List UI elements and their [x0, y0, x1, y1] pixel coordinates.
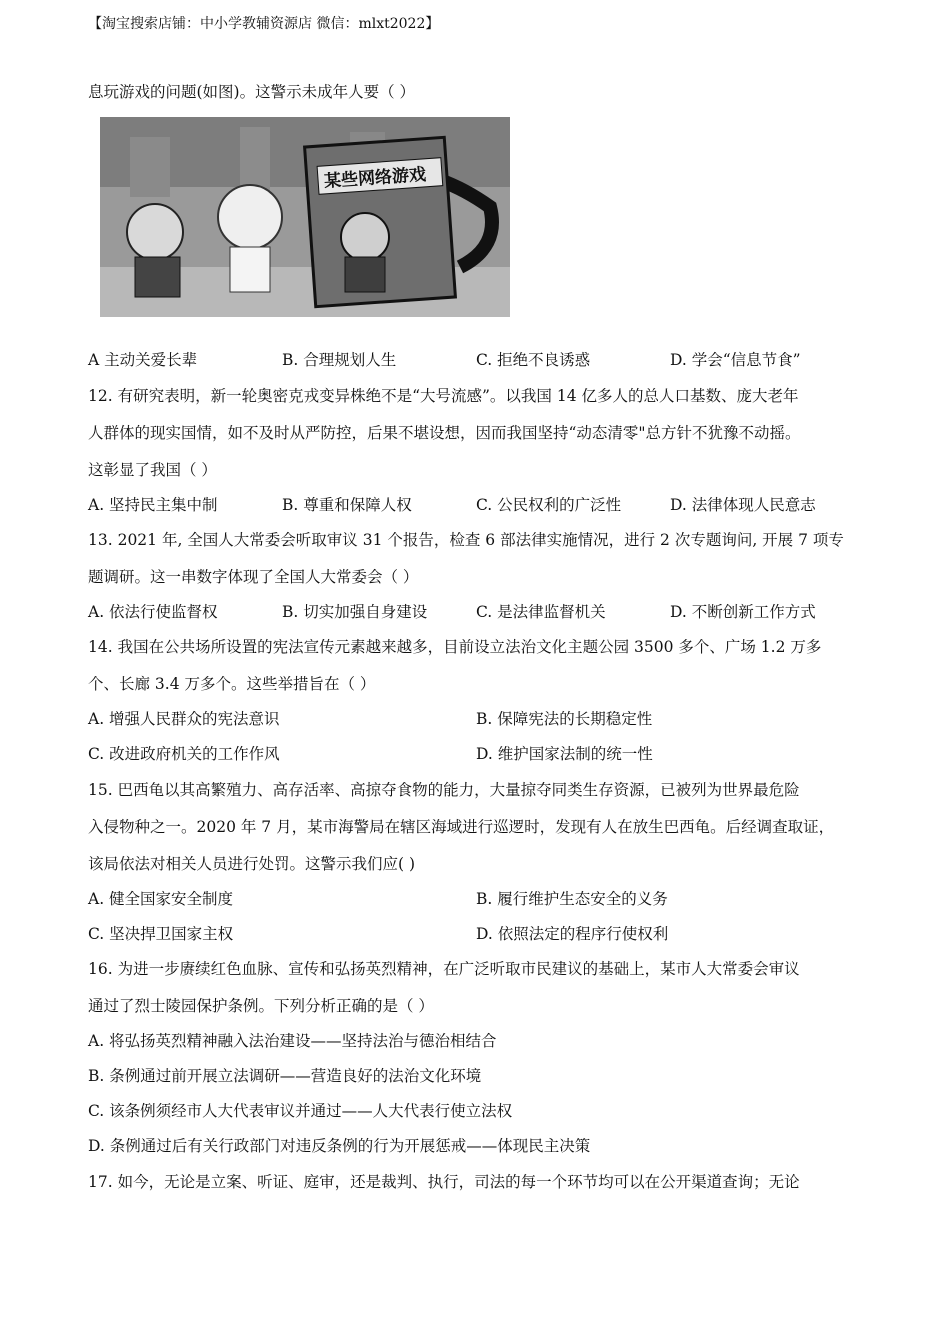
q16-line-1: 16. 为进一步赓续红色血脉、宣传和弘扬英烈精神，在广泛听取市民建议的基础上，某市人大常委会审议 [88, 960, 800, 978]
q17-line-1: 17. 如今，无论是立案、听证、庭审，还是裁判、执行，司法的每一个环节均可以在公开渠道查询；无论 [88, 1173, 800, 1191]
q16-option-a: A. 将弘扬英烈精神融入法治建设——坚持法治与德治相结合 [88, 1032, 497, 1050]
q13-option-b: B. 切实加强自身建设 [282, 603, 428, 621]
q15-option-c: C. 坚决捍卫国家主权 [88, 925, 234, 943]
q11-option-a: A 主动关爱长辈 [88, 351, 198, 369]
q15-option-d: D. 依照法定的程序行使权利 [476, 925, 669, 943]
q11-option-c: C. 拒绝不良诱惑 [476, 351, 591, 369]
q14-option-c: C. 改进政府机关的工作作风 [88, 745, 280, 763]
cartoon-figure [100, 117, 510, 317]
q15-line-3: 该局依法对相关人员进行处罚。这警示我们应( ) [88, 855, 416, 873]
q12-option-c: C. 公民权利的广泛性 [476, 496, 622, 514]
q15-option-a: A. 健全国家安全制度 [88, 890, 234, 908]
q13-line-1: 13. 2021 年, 全国人大常委会听取审议 31 个报告，检查 6 部法律实施情况，进行 2 次专题询问, 开展 7 项专 [88, 531, 844, 549]
q14-option-d: D. 维护国家法制的统一性 [476, 745, 653, 763]
q12-line-2: 人群体的现实国情，如不及时从严防控，后果不堪设想，因而我国坚持“动态清零"总方针不犹豫不动摇。 [88, 424, 801, 442]
q11-option-d: D. 学会“信息节食” [670, 351, 801, 369]
q13-option-c: C. 是法律监督机关 [476, 603, 606, 621]
q16-line-2: 通过了烈士陵园保护条例。下列分析正确的是（ ） [88, 997, 434, 1015]
q13-line-2: 题调研。这一串数字体现了全国人大常委会（ ） [88, 568, 419, 586]
q16-option-d: D. 条例通过后有关行政部门对违反条例的行为开展惩戒——体现民主决策 [88, 1137, 591, 1155]
q13-option-a: A. 依法行使监督权 [88, 603, 218, 621]
q14-line-2: 个、长廊 3.4 万多个。这些举措旨在（ ） [88, 675, 376, 693]
q14-line-1: 14. 我国在公共场所设置的宪法宣传元素越来越多，目前设立法治文化主题公园 3500 多个、广场 1.2 万多 [88, 638, 822, 656]
q15-option-b: B. 履行维护生态安全的义务 [476, 890, 668, 908]
q12-option-b: B. 尊重和保障人权 [282, 496, 412, 514]
q14-option-b: B. 保障宪法的长期稳定性 [476, 710, 653, 728]
q15-line-1: 15. 巴西龟以其高繁殖力、高存活率、高掠夺食物的能力，大量掠夺同类生存资源，已被列为世界最危险 [88, 781, 800, 799]
q12-option-d: D. 法律体现人民意志 [670, 496, 816, 514]
q11-option-b: B. 合理规划人生 [282, 351, 397, 369]
q16-option-b: B. 条例通过前开展立法调研——营造良好的法治文化环境 [88, 1067, 482, 1085]
q11-stem: 息玩游戏的问题(如图)。这警示未成年人要（ ） [88, 83, 416, 101]
q15-line-2: 入侵物种之一。2020 年 7 月，某市海警局在辖区海域进行巡逻时，发现有人在放生巴西龟。后经调查取证， [88, 818, 835, 836]
q12-line-1: 12. 有研究表明，新一轮奥密克戎变异株绝不是“大号流感”。以我国 14 亿多人的总人口基数、庞大老年 [88, 387, 799, 405]
q12-option-a: A. 坚持民主集中制 [88, 496, 218, 514]
page-header: 【淘宝搜索店铺：中小学教辅资源店 微信：mlxt2022】 [88, 16, 440, 32]
q13-option-d: D. 不断创新工作方式 [670, 603, 816, 621]
q16-option-c: C. 该条例须经市人大代表审议并通过——人大代表行使立法权 [88, 1102, 513, 1120]
game-poster-caption: 某些网络游戏 [323, 164, 427, 192]
q14-option-a: A. 增强人民群众的宪法意识 [88, 710, 280, 728]
q12-line-3: 这彰显了我国（ ） [88, 461, 217, 479]
